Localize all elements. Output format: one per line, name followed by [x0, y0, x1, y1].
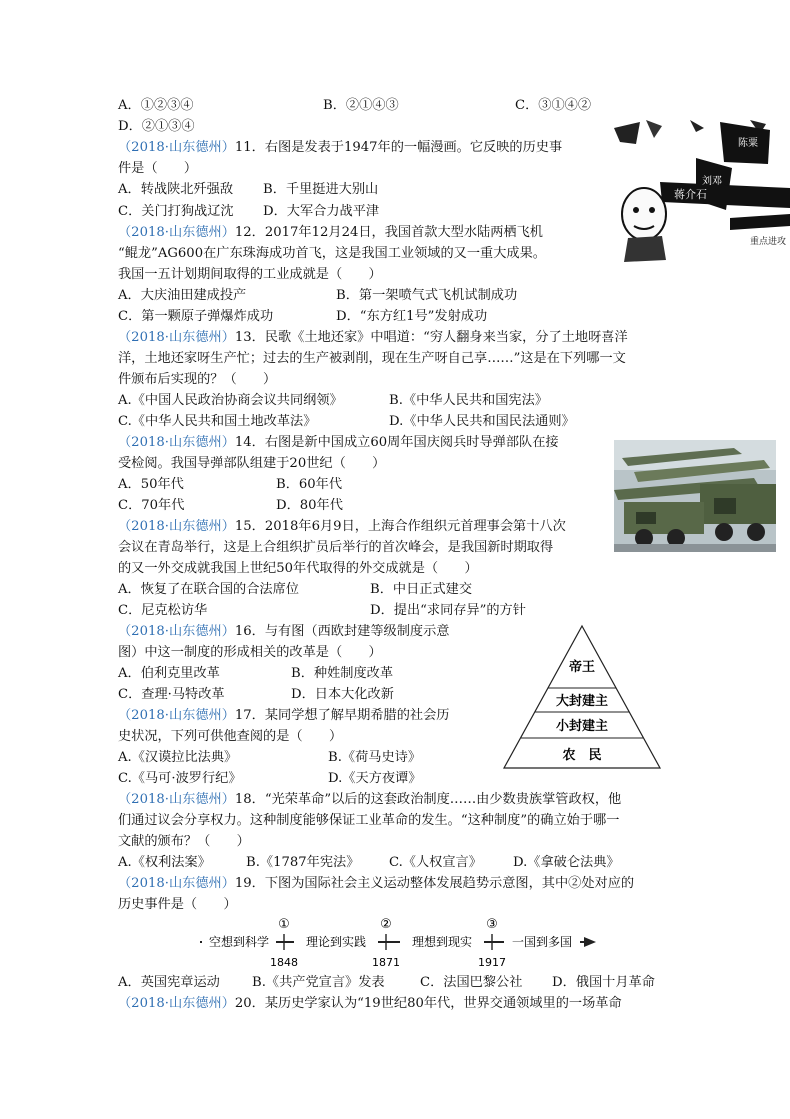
- label-liu-deng: 刘邓: [702, 176, 722, 187]
- label-key-attack: 重点进攻: [750, 237, 787, 247]
- q20-stem: [118, 994, 622, 1014]
- q10-option-d[interactable]: D．②①③④: [118, 119, 195, 134]
- pyramid-level-small-lords: 小封建主: [555, 719, 609, 734]
- q19-timeline: [196, 914, 600, 970]
- pyramid-level-peasants: 农 民: [562, 748, 602, 763]
- timeline-segment-2: 理论到实践: [305, 935, 367, 949]
- q14-stem-2: 受检阅。我国导弹部队组建于20世纪（ ）: [118, 456, 386, 471]
- q11-cartoon-image: [600, 118, 790, 266]
- q14-stem-text: 14．右图是新中国成立60周年国庆阅兵时导弹部队在接: [234, 435, 559, 450]
- label-chen-su: 陈粟: [738, 138, 758, 149]
- q19-stem-text: 19．下图为国际社会主义运动整体发展趋势示意图，其中②处对应的: [234, 876, 635, 891]
- timeline-year-1871: 1871: [372, 956, 400, 969]
- q15-option-b[interactable]: B．中日正式建交: [370, 582, 473, 597]
- q14-option-c[interactable]: C．70年代: [118, 498, 185, 513]
- q14-option-a[interactable]: A．50年代: [118, 477, 184, 492]
- q18-stem-2: 们通过议会分享权力。这种制度能够保证工业革命的发生。“这种制度”的确立始于哪一: [118, 813, 620, 828]
- q11-stem-2: 件是（ ）: [118, 161, 198, 176]
- pyramid-level-great-lords: 大封建主: [555, 694, 609, 709]
- q13-option-b[interactable]: B.《中华人民共和国宪法》: [389, 393, 548, 408]
- q18-option-b[interactable]: B.《1787年宪法》: [246, 855, 360, 870]
- q19-stem: [118, 874, 634, 894]
- q16-stem: [118, 622, 449, 642]
- q16-feudal-pyramid: [502, 624, 662, 770]
- q19-option-d[interactable]: D．俄国十月革命: [552, 975, 655, 990]
- q11-option-d[interactable]: D．大军合力战平津: [263, 204, 380, 219]
- q13-stem: [118, 328, 628, 348]
- timeline-marker-3: ③: [486, 917, 498, 932]
- q11-option-b[interactable]: B．千里挺进大别山: [263, 182, 379, 197]
- q16-option-b[interactable]: B．种姓制度改革: [291, 666, 394, 681]
- q20-stem-text: 20．某历史学家认为“19世纪80年代，世界交通领域里的一场革命: [234, 996, 622, 1011]
- q18-option-a[interactable]: A.《权利法案》: [118, 855, 211, 870]
- q12-source: （2018·山东德州）: [118, 225, 235, 240]
- q12-stem-text: 12．2017年12月24日，我国首款大型水陆两栖飞机: [234, 225, 543, 240]
- q12-option-a[interactable]: A．大庆油田建成投产: [118, 288, 247, 303]
- timeline-segment-3: 理想到现实: [411, 935, 473, 949]
- chiang-face: [622, 188, 666, 240]
- q17-stem: [118, 706, 449, 726]
- q13-stem-3: 件颁布后实现的？（ ）: [118, 372, 277, 387]
- q16-option-c[interactable]: C．查理·马特改革: [118, 687, 225, 702]
- q19-option-b[interactable]: B.《共产党宣言》发表: [252, 975, 385, 990]
- q17-option-d[interactable]: D.《天方夜谭》: [328, 771, 422, 786]
- q17-stem-2: 史状况，下列可供他查阅的是（ ）: [118, 729, 343, 744]
- q19-option-a[interactable]: A．英国宪章运动: [118, 975, 220, 990]
- q18-stem-text: 18．“光荣革命”以后的这套政治制度……由少数贵族掌管政权，他: [234, 792, 622, 807]
- q17-stem-text: 17．某同学想了解早期希腊的社会历: [234, 708, 450, 723]
- q15-option-c[interactable]: C．尼克松访华: [118, 603, 208, 618]
- timeline-year-1917: 1917: [478, 956, 506, 969]
- timeline-arrowhead: [584, 937, 596, 947]
- q15-stem-text: 15．2018年6月9日，上海合作组织元首理事会第十八次: [234, 519, 566, 534]
- q14-missile-parade-photo: [614, 440, 776, 552]
- q10-option-a[interactable]: A．①②③④: [118, 98, 194, 113]
- q15-stem-2: 会议在青岛举行，这是上合组织扩员后举行的首次峰会，是我国新时期取得: [118, 540, 554, 555]
- q20-source: （2018·山东德州）: [118, 996, 235, 1011]
- q11-stem: [118, 138, 562, 158]
- q12-stem-3: 我国一五计划期间取得的工业成就是（ ）: [118, 267, 382, 282]
- q13-stem-text: 13．民歌《土地还家》中唱道：“穷人翻身来当家，分了土地呀喜洋: [234, 330, 628, 345]
- q17-option-a[interactable]: A.《汉谟拉比法典》: [118, 750, 238, 765]
- timeline-marker-2: ②: [380, 917, 392, 932]
- q15-source: （2018·山东德州）: [118, 519, 235, 534]
- q10-option-c[interactable]: C．③①④②: [515, 98, 592, 113]
- q16-source: （2018·山东德州）: [118, 624, 235, 639]
- q19-option-c[interactable]: C．法国巴黎公社: [420, 975, 523, 990]
- q17-source: （2018·山东德州）: [118, 708, 235, 723]
- q11-option-c[interactable]: C．关门打狗战辽沈: [118, 204, 234, 219]
- q12-stem-2: “鲲龙”AG600在广东珠海成功首飞，这是我国工业领域的又一重大成果。: [118, 246, 546, 261]
- q12-stem: [118, 223, 543, 243]
- q15-option-d[interactable]: D．提出“求同存异”的方针: [370, 603, 526, 618]
- q16-option-a[interactable]: A．伯利克里改革: [118, 666, 220, 681]
- timeline-marker-1: ①: [278, 917, 290, 932]
- q11-option-a[interactable]: A．转战陕北歼强敌: [118, 182, 234, 197]
- q13-option-c[interactable]: C.《中华人民共和国土地改革法》: [118, 414, 317, 429]
- q13-source: （2018·山东德州）: [118, 330, 235, 345]
- q13-option-d[interactable]: D.《中华人民共和国民法通则》: [389, 414, 575, 429]
- q16-stem-2: 图）中这一制度的形成相关的改革是（ ）: [118, 645, 382, 660]
- q18-source: （2018·山东德州）: [118, 792, 235, 807]
- q17-option-b[interactable]: B.《荷马史诗》: [328, 750, 422, 765]
- q13-stem-2: 洋，土地还家呀生产忙；过去的生产被剥削，现在生产呀自己享……”这是在下列哪一文: [118, 351, 626, 366]
- q19-source: （2018·山东德州）: [118, 876, 235, 891]
- q14-source: （2018·山东德州）: [118, 435, 235, 450]
- q12-option-d[interactable]: D．“东方红1号”发射成功: [336, 309, 488, 324]
- q14-option-b[interactable]: B．60年代: [276, 477, 343, 492]
- q15-option-a[interactable]: A．恢复了在联合国的合法席位: [118, 582, 299, 597]
- q14-option-d[interactable]: D．80年代: [276, 498, 343, 513]
- q11-source: （2018·山东德州）: [118, 140, 235, 155]
- q16-stem-text: 16．与有图（西欧封建等级制度示意: [234, 624, 450, 639]
- timeline-year-1848: 1848: [270, 956, 298, 969]
- q18-option-c[interactable]: C.《人权宣言》: [389, 855, 482, 870]
- q12-option-c[interactable]: C．第一颗原子弹爆炸成功: [118, 309, 274, 324]
- q17-option-c[interactable]: C.《马可·波罗行纪》: [118, 771, 242, 786]
- q10-option-b[interactable]: B．②①④③: [323, 98, 399, 113]
- q15-stem: [118, 517, 566, 537]
- q19-stem-2: 历史事件是（ ）: [118, 897, 237, 912]
- label-chiang: 蒋介石: [674, 188, 707, 201]
- q18-stem-3: 文献的颁布？（ ）: [118, 834, 250, 849]
- q11-stem-text: 11．右图是发表于1947年的一幅漫画。它反映的历史事: [234, 140, 563, 155]
- q15-stem-3: 的又一外交成就我国上世纪50年代取得的外交成就是（ ）: [118, 561, 478, 576]
- q18-stem: [118, 790, 621, 810]
- q18-option-d[interactable]: D.《拿破仑法典》: [513, 855, 620, 870]
- q12-option-b[interactable]: B．第一架喷气式飞机试制成功: [336, 288, 518, 303]
- timeline-segment-4: 一国到多国: [511, 935, 573, 949]
- q13-option-a[interactable]: A.《中国人民政治协商会议共同纲领》: [118, 393, 343, 408]
- q16-option-d[interactable]: D．日本大化改新: [291, 687, 394, 702]
- q14-stem: [118, 433, 559, 453]
- timeline-segment-1: 空想到科学: [208, 935, 270, 949]
- pyramid-level-emperor: 帝王: [568, 660, 596, 675]
